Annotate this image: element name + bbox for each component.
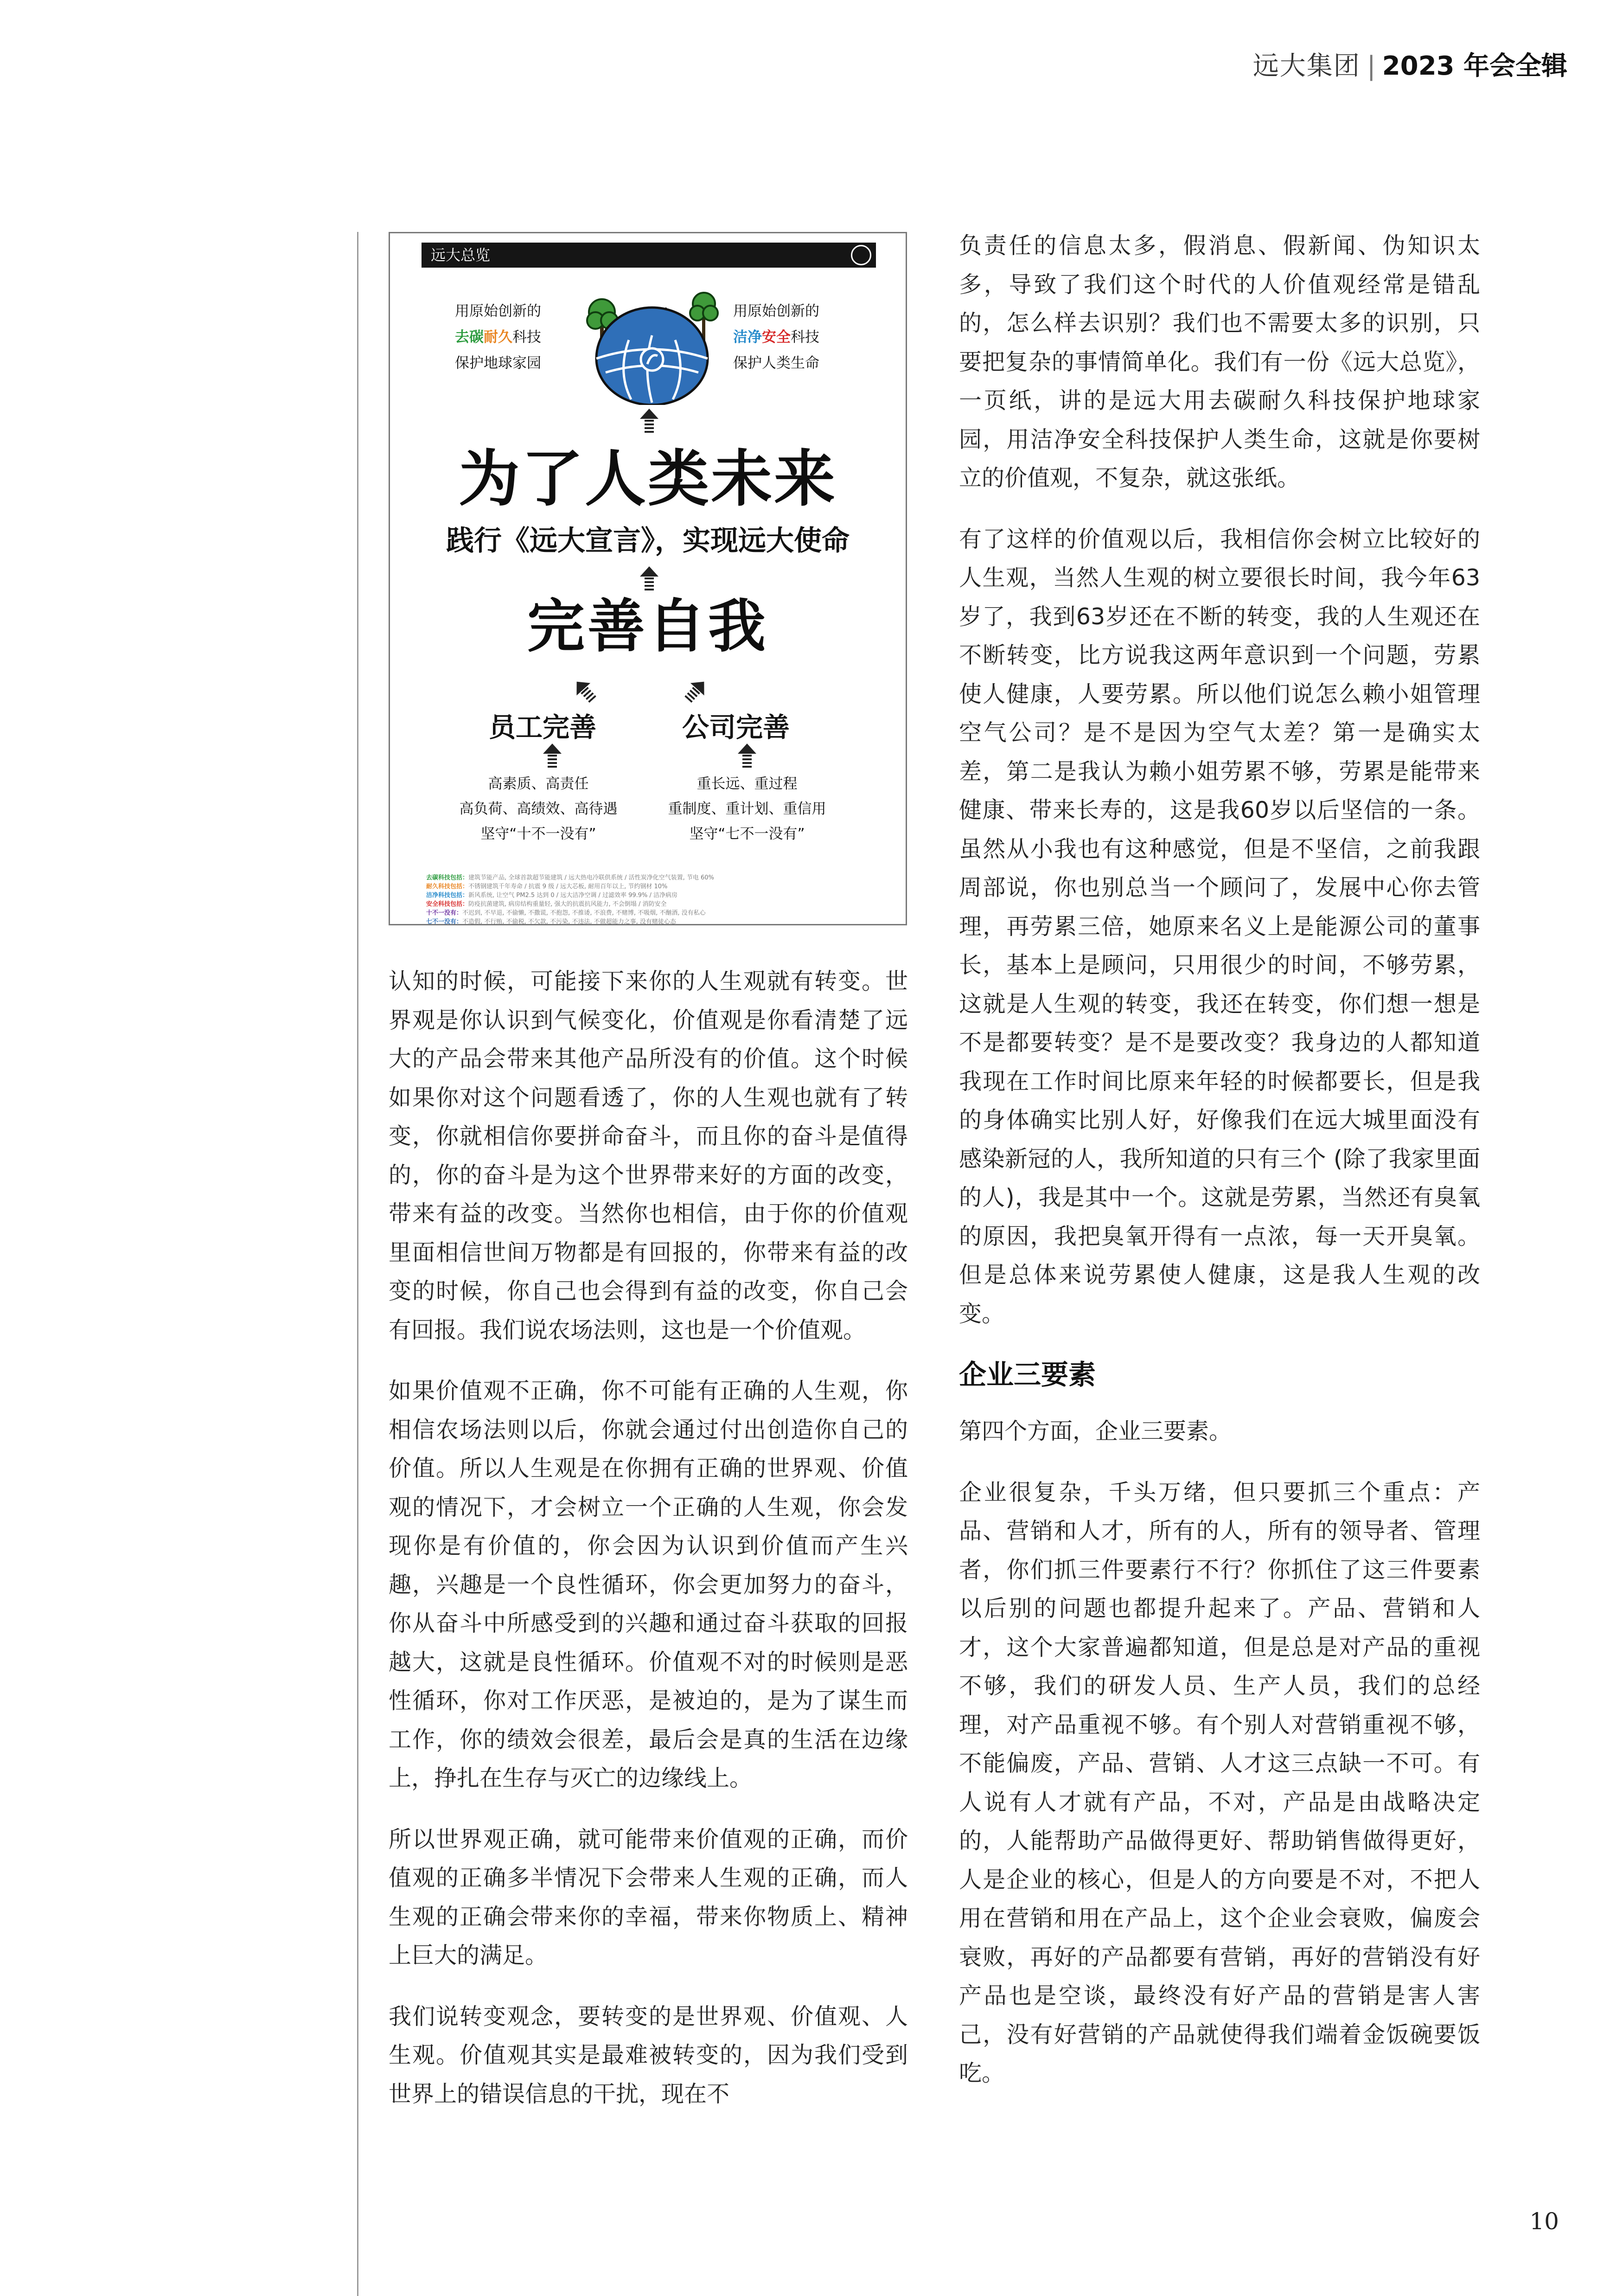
slogan-left-line2 xyxy=(455,324,541,350)
slogan-right-line2 xyxy=(733,324,819,350)
slogan-left-orange: 耐久 xyxy=(484,329,512,346)
section-heading: 企业三要素 xyxy=(959,1359,1096,1391)
paragraph: 如果价值观不正确，你不可能有正确的人生观，你相信农场法则以后，你就会通过付出创造你自己的价值。所以人生观是在你拥有正确的世界观、价值观的情况下，才会树立一个正确的人生观，你会发现你是有价值的，你会因为认识到价值而产生兴趣，兴趣是一个良性循环，你会更加努力的奋斗，你从奋斗中所感受到的兴趣和通过奋斗获取的回报越大，这就是良性循环。价值观不对的时候则是恶性循环，你对工作厌恶，是被迫的，是为了谋生而工作，你的绩效会很差，最后会是真的生活在边缘上，挣扎在生存与灭亡的边缘线上。 xyxy=(389,1378,908,1791)
slogan-left xyxy=(455,298,541,376)
slogan-right-line3: 保护人类生命 xyxy=(733,355,819,372)
employee-list xyxy=(441,771,636,847)
footnote-tag: 十不一没有： xyxy=(426,910,463,917)
globe-icon xyxy=(596,308,708,405)
slogan-left-suffix: 科技 xyxy=(512,329,541,346)
footnote-line xyxy=(426,891,871,900)
paragraph: 我们说转变观念，要转变的是世界观、价值观、人生观。价值观其实是最难被转变的，因为我们受到世界上的错误信息的干扰，现在不 xyxy=(389,2003,908,2107)
up-arrow-icon xyxy=(738,744,756,768)
diagonal-arrow-icon xyxy=(681,675,711,705)
header-brand: 远大集团 xyxy=(1252,51,1361,81)
poster-title-bar xyxy=(422,243,876,268)
list-item: 重制度、重计划、重信用 xyxy=(668,801,826,817)
footnote-line xyxy=(426,917,871,926)
slogan-right xyxy=(733,298,819,376)
slogan-right-blue: 洁净 xyxy=(733,329,762,346)
footnote-text: 新风系统, 让空气 PM2.5 达到 0 / 远大洁净空调 / 过滤效率 99.9% / 洁净病房 xyxy=(468,892,678,899)
list-item: 高素质、高责任 xyxy=(488,776,589,792)
employee-label: 员工完善 xyxy=(489,712,597,743)
slogan-right-red: 安全 xyxy=(762,329,791,346)
paragraph: 企业很复杂，千头万绪，但只要抓三个重点：产品、营销和人才，所有的人，所有的领导者、管理者，你们抓三件要素行不行？你抓住了这三件要素以后别的问题也都提升起来了。产品、营销和人才，这个大家普遍都知道，但是总是对产品的重视不够，我们的研发人员、生产人员，我们的总经理，对产品重视不够。有个别人对营销重视不够，不能偏废，产品、营销、人才这三点缺一不可。有人说有人才就有产品，不对，产品是由战略决定的，人能帮助产品做得更好、帮助销售做得更好，人是企业的核心，但是人的方向要是不对，不把人用在营销和用在产品上，这个企业会衰败，偏废会衰败，再好的产品都要有营销，再好的营销没有好产品也是空谈，最终没有好产品的营销是害人害己，没有好营销的产品就使得我们端着金饭碗要饭吃。 xyxy=(959,1479,1480,2086)
list-item: 坚守“七不一没有” xyxy=(689,826,805,842)
poster-subtitle: 践行《远大宣言》，实现远大使命 xyxy=(446,525,850,557)
up-arrow-icon xyxy=(640,566,658,590)
footnote-tag: 七不一没有： xyxy=(426,918,463,925)
slogan-left-line1: 用原始创新的 xyxy=(455,303,541,320)
slogan-right-suffix: 科技 xyxy=(791,329,819,346)
paragraph: 负责任的信息太多，假消息、假新闻、伪知识太多，导致了我们这个时代的人价值观经常是错乱的，怎么样去识别？我们也不需要太多的识别，只要把复杂的事情简单化。我们有一份《远大总览》，一页纸，讲的是远大用去碳耐久科技保护地球家园，用洁净安全科技保护人类生命，这就是你要树立的价值观，不复杂，就这张纸。 xyxy=(959,232,1480,491)
footnote-line xyxy=(426,882,871,891)
footnote-text: 防疫抗菌建筑, 病房结构重量轻, 强大的抗震抗风能力, 不会倒塌 / 消防安全 xyxy=(468,901,667,908)
footnote-tag: 洁净科技包括： xyxy=(426,892,469,899)
footnote-line xyxy=(426,909,871,917)
list-item: 高负荷、高绩效、高待遇 xyxy=(459,801,618,817)
header-edition: 2023 年会全辑 xyxy=(1382,51,1567,81)
company-list xyxy=(650,771,844,847)
footnote-line xyxy=(426,873,871,882)
footnote-tag: 耐久科技包括： xyxy=(426,883,469,890)
company-label: 公司完善 xyxy=(682,712,790,743)
list-item: 重长远、重过程 xyxy=(696,776,798,792)
header-separator: | xyxy=(1367,51,1376,81)
list-item: 坚守“十不一没有” xyxy=(480,826,596,842)
slogan-left-green: 去碳 xyxy=(455,329,484,346)
slogan-left-line3: 保护地球家园 xyxy=(455,355,541,372)
paragraph: 认知的时候，可能接下来你的人生观就有转变。世界观是你认识到气候变化，价值观是你看清楚了远大的产品会带来其他产品所没有的价值。这个时候如果你对这个问题看透了，你的人生观也就有了转变，你就相信你要拼命奋斗，而且你的奋斗是值得的，你的奋斗是为这个世界带来好的方面的改变，带来有益的改变。当然你也相信，由于你的价值观里面相信世间万物都是有回报的，你带来有益的改变的时候，你自己也会得到有益的改变，你自己会有回报。我们说农场法则，这也是一个价值观。 xyxy=(389,968,908,1343)
logo-icon xyxy=(851,245,871,265)
footnote-text: 不锈钢建筑千年寿命 / 抗震 9 级 / 远大芯板, 耐用百年以上, 节约钢材 10% xyxy=(468,883,668,890)
page-number: 10 xyxy=(1529,2208,1559,2235)
paragraph: 有了这样的价值观以后，我相信你会树立比较好的人生观，当然人生观的树立要很长时间，我今年63岁了，我到63岁还在不断的转变，我的人生观还在不断转变，比方说我这两年意识到一个问题，劳累使人健康，人要劳累。所以他们说怎么赖小姐管理空气公司？是不是因为空气太差？第一是确实太差，第二是我认为赖小姐劳累不够，劳累是能带来健康、带来长寿的，这是我60岁以后坚信的一条。虽然从小我也有这种感觉，但是不坚信，之前我跟周部说，你也别总当一个顾问了，发展中心你去管理，再劳累三倍，她原来名义上是能源公司的董事长，基本上是顾问，只用很少的时间，不够劳累，这就是人生观的转变，我还在转变，你们想一想是不是都要转变？是不是要改变？我身边的人都知道我现在工作时间比原来年轻的时候都要长，但是我的身体确实比别人好，好像我们在远大城里面没有感染新冠的人，我所知道的只有三个 (除了我家里面的人)，我是其中一个。这就是劳累，当然还有臭氧的原因，我把臭氧开得有一点浓，每一天开臭氧。但是总体来说劳累使人健康，这是我人生观的改变。 xyxy=(959,526,1480,1327)
paragraph: 所以世界观正确，就可能带来价值观的正确，而价值观的正确多半情况下会带来人生观的正确，而人生观的正确会带来你的幸福，带来你物质上、精神上巨大的满足。 xyxy=(389,1826,908,1969)
left-column xyxy=(389,962,908,2136)
up-arrow-icon xyxy=(543,744,562,768)
up-arrow-icon xyxy=(640,409,658,433)
poster-bar-title: 远大总览 xyxy=(431,246,491,264)
footnote-text: 不造假, 不行贿, 不偷税, 不欠款, 不污染, 不违法, 不做超能力之事, 没有赌徒心态 xyxy=(462,918,676,925)
footnote-text: 不迟到, 不早退, 不偷懒, 不撒谎, 不抱怨, 不推诿, 不浪费, 不赌博, 不吸烟, 不酗酒, 没有私心 xyxy=(462,910,706,917)
footnote-tag: 去碳科技包括： xyxy=(426,874,469,881)
footnote-tag: 安全科技包括： xyxy=(426,901,469,908)
globe-illustration-icon xyxy=(573,280,731,405)
poster-main-title: 为了人类未来 xyxy=(459,443,837,515)
column-divider xyxy=(357,232,358,2296)
footnote-line xyxy=(426,900,871,909)
slogan-right-line1: 用原始创新的 xyxy=(733,303,819,320)
diagonal-arrow-icon xyxy=(570,675,600,705)
poster-footnotes xyxy=(426,873,871,926)
overview-poster xyxy=(389,232,907,925)
page-header xyxy=(1253,45,1567,83)
paragraph: 第四个方面，企业三要素。 xyxy=(959,1418,1232,1444)
right-column xyxy=(959,226,1480,2115)
poster-perfect-self: 完善自我 xyxy=(527,593,768,660)
footnote-text: 建筑节能产品, 全球首款超节能建筑 / 远大热电冷联供系统 / 活性炭净化空气装置, 节电 60% xyxy=(468,874,714,881)
